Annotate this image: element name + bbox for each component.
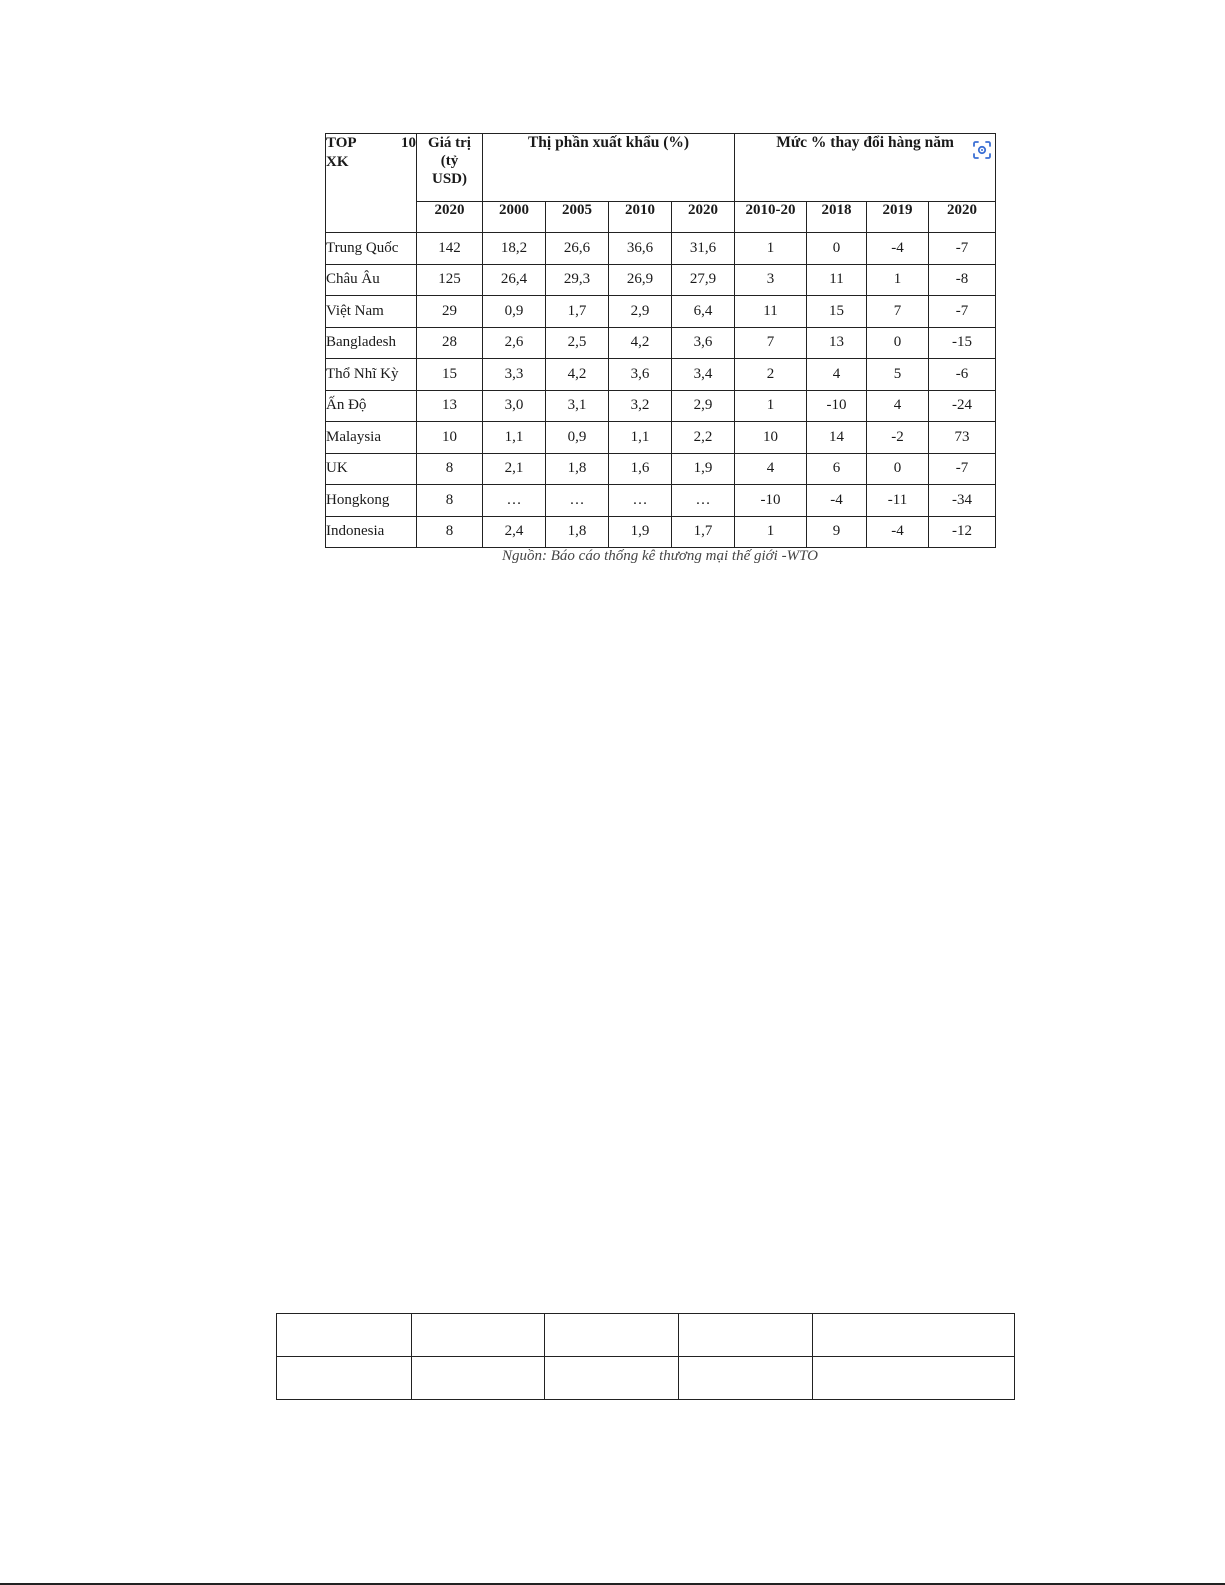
table-row bbox=[326, 516, 996, 548]
value-cell: 2,5 bbox=[546, 327, 609, 359]
value-cell: 3,6 bbox=[672, 327, 735, 359]
value-cell: -34 bbox=[929, 485, 996, 517]
value-cell: 29,3 bbox=[546, 264, 609, 296]
value-cell: -8 bbox=[929, 264, 996, 296]
value-cell: 0,9 bbox=[546, 422, 609, 454]
value-cell: 8 bbox=[417, 453, 483, 485]
table-row bbox=[326, 359, 996, 391]
value-cell: … bbox=[609, 485, 672, 517]
value-cell: 2,2 bbox=[672, 422, 735, 454]
subheader-cell: 2005 bbox=[546, 202, 609, 233]
empty-cell bbox=[277, 1357, 412, 1400]
value-cell: 13 bbox=[417, 390, 483, 422]
value-cell: 11 bbox=[807, 264, 867, 296]
value-cell: 10 bbox=[735, 422, 807, 454]
value-cell: -7 bbox=[929, 233, 996, 265]
value-cell: -10 bbox=[807, 390, 867, 422]
value-cell: 8 bbox=[417, 516, 483, 548]
value-cell: 2,1 bbox=[483, 453, 546, 485]
value-cell: 7 bbox=[735, 327, 807, 359]
value-cell: 125 bbox=[417, 264, 483, 296]
header-value: Giá trị (tỷ USD) bbox=[417, 134, 483, 202]
table-row bbox=[326, 485, 996, 517]
value-cell: … bbox=[546, 485, 609, 517]
value-cell: 3 bbox=[735, 264, 807, 296]
value-cell: 15 bbox=[417, 359, 483, 391]
empty-cell bbox=[545, 1314, 679, 1357]
country-name-cell: UK bbox=[326, 453, 417, 485]
empty-cell bbox=[412, 1357, 545, 1400]
value-cell: -24 bbox=[929, 390, 996, 422]
header-market-share: Thị phần xuất khẩu (%) bbox=[483, 134, 735, 202]
value-cell: 4 bbox=[735, 453, 807, 485]
value-cell: 3,0 bbox=[483, 390, 546, 422]
value-cell: 7 bbox=[867, 296, 929, 328]
empty-table-row bbox=[277, 1357, 1015, 1400]
table-row bbox=[326, 422, 996, 454]
value-cell: 1,8 bbox=[546, 453, 609, 485]
empty-table-row bbox=[277, 1314, 1015, 1357]
country-name-cell: Châu Âu bbox=[326, 264, 417, 296]
value-cell: 1,7 bbox=[546, 296, 609, 328]
country-name-cell: Indonesia bbox=[326, 516, 417, 548]
subheader-cell: 2020 bbox=[672, 202, 735, 233]
value-cell: 29 bbox=[417, 296, 483, 328]
value-cell: 26,9 bbox=[609, 264, 672, 296]
value-cell: -4 bbox=[867, 516, 929, 548]
country-name-cell: Bangladesh bbox=[326, 327, 417, 359]
value-cell: 11 bbox=[735, 296, 807, 328]
value-cell: 4,2 bbox=[546, 359, 609, 391]
value-cell: 73 bbox=[929, 422, 996, 454]
value-cell: 4 bbox=[807, 359, 867, 391]
value-cell: 31,6 bbox=[672, 233, 735, 265]
value-cell: -11 bbox=[867, 485, 929, 517]
empty-cell bbox=[277, 1314, 412, 1357]
value-cell: 1,1 bbox=[483, 422, 546, 454]
country-name-cell: Malaysia bbox=[326, 422, 417, 454]
header-top10: TOP 10 XK bbox=[326, 134, 417, 233]
table-body bbox=[326, 233, 996, 548]
value-cell: 1,6 bbox=[609, 453, 672, 485]
value-cell: -2 bbox=[867, 422, 929, 454]
value-cell: 1 bbox=[735, 233, 807, 265]
value-cell: 4,2 bbox=[609, 327, 672, 359]
subheader-cell: 2020 bbox=[417, 202, 483, 233]
value-cell: 0 bbox=[867, 453, 929, 485]
country-name-cell: Thổ Nhĩ Kỳ bbox=[326, 359, 417, 391]
value-cell: 0 bbox=[867, 327, 929, 359]
value-cell: -15 bbox=[929, 327, 996, 359]
value-cell: 36,6 bbox=[609, 233, 672, 265]
empty-cell bbox=[412, 1314, 545, 1357]
country-name-cell: Việt Nam bbox=[326, 296, 417, 328]
table-row bbox=[326, 390, 996, 422]
value-cell: 8 bbox=[417, 485, 483, 517]
header-row-2 bbox=[326, 202, 996, 233]
export-data-table bbox=[325, 133, 996, 548]
value-cell: 5 bbox=[867, 359, 929, 391]
value-cell: … bbox=[672, 485, 735, 517]
country-name-cell: Ấn Độ bbox=[326, 390, 417, 422]
value-cell: -12 bbox=[929, 516, 996, 548]
empty-cell bbox=[679, 1357, 813, 1400]
value-cell: 10 bbox=[417, 422, 483, 454]
value-cell: 2,9 bbox=[672, 390, 735, 422]
source-caption: Nguồn: Báo cáo thống kê thương mại thế giới -WTO bbox=[502, 548, 818, 564]
value-cell: 18,2 bbox=[483, 233, 546, 265]
table-row bbox=[326, 296, 996, 328]
subheader-cell: 2000 bbox=[483, 202, 546, 233]
value-cell: … bbox=[483, 485, 546, 517]
value-cell: 1 bbox=[867, 264, 929, 296]
value-cell: -7 bbox=[929, 296, 996, 328]
value-cell: 6 bbox=[807, 453, 867, 485]
value-cell: 26,4 bbox=[483, 264, 546, 296]
value-cell: 0,9 bbox=[483, 296, 546, 328]
value-cell: -10 bbox=[735, 485, 807, 517]
value-cell: -4 bbox=[807, 485, 867, 517]
value-cell: -7 bbox=[929, 453, 996, 485]
image-scan-icon[interactable] bbox=[970, 138, 994, 162]
subheader-cell: 2010 bbox=[609, 202, 672, 233]
value-cell: 2,6 bbox=[483, 327, 546, 359]
value-cell: 3,1 bbox=[546, 390, 609, 422]
table-row bbox=[326, 327, 996, 359]
empty-cell bbox=[813, 1314, 1015, 1357]
table-row bbox=[326, 233, 996, 265]
value-cell: 1,8 bbox=[546, 516, 609, 548]
value-cell: 3,4 bbox=[672, 359, 735, 391]
subheader-cell: 2019 bbox=[867, 202, 929, 233]
value-cell: 14 bbox=[807, 422, 867, 454]
value-cell: 1,9 bbox=[609, 516, 672, 548]
value-cell: 15 bbox=[807, 296, 867, 328]
header-row-1 bbox=[326, 134, 996, 202]
value-cell: 142 bbox=[417, 233, 483, 265]
value-cell: 6,4 bbox=[672, 296, 735, 328]
empty-cell bbox=[545, 1357, 679, 1400]
country-name-cell: Trung Quốc bbox=[326, 233, 417, 265]
table-row bbox=[326, 453, 996, 485]
value-cell: 27,9 bbox=[672, 264, 735, 296]
value-cell: 4 bbox=[867, 390, 929, 422]
header-annual-change: Mức % thay đổi hàng năm bbox=[735, 134, 996, 202]
subheader-cell: 2018 bbox=[807, 202, 867, 233]
value-cell: 3,6 bbox=[609, 359, 672, 391]
value-cell: 26,6 bbox=[546, 233, 609, 265]
subheader-cell: 2020 bbox=[929, 202, 996, 233]
table-row bbox=[326, 264, 996, 296]
value-cell: 0 bbox=[807, 233, 867, 265]
value-cell: 3,3 bbox=[483, 359, 546, 391]
value-cell: 1 bbox=[735, 516, 807, 548]
subheader-cell: 2010-20 bbox=[735, 202, 807, 233]
empty-table bbox=[276, 1313, 1015, 1400]
value-cell: 1,9 bbox=[672, 453, 735, 485]
value-cell: 13 bbox=[807, 327, 867, 359]
value-cell: 28 bbox=[417, 327, 483, 359]
value-cell: -6 bbox=[929, 359, 996, 391]
country-name-cell: Hongkong bbox=[326, 485, 417, 517]
value-cell: -4 bbox=[867, 233, 929, 265]
value-cell: 3,2 bbox=[609, 390, 672, 422]
value-cell: 2,9 bbox=[609, 296, 672, 328]
value-cell: 1,7 bbox=[672, 516, 735, 548]
value-cell: 1 bbox=[735, 390, 807, 422]
empty-cell bbox=[679, 1314, 813, 1357]
value-cell: 9 bbox=[807, 516, 867, 548]
value-cell: 1,1 bbox=[609, 422, 672, 454]
empty-cell bbox=[813, 1357, 1015, 1400]
value-cell: 2,4 bbox=[483, 516, 546, 548]
value-cell: 2 bbox=[735, 359, 807, 391]
